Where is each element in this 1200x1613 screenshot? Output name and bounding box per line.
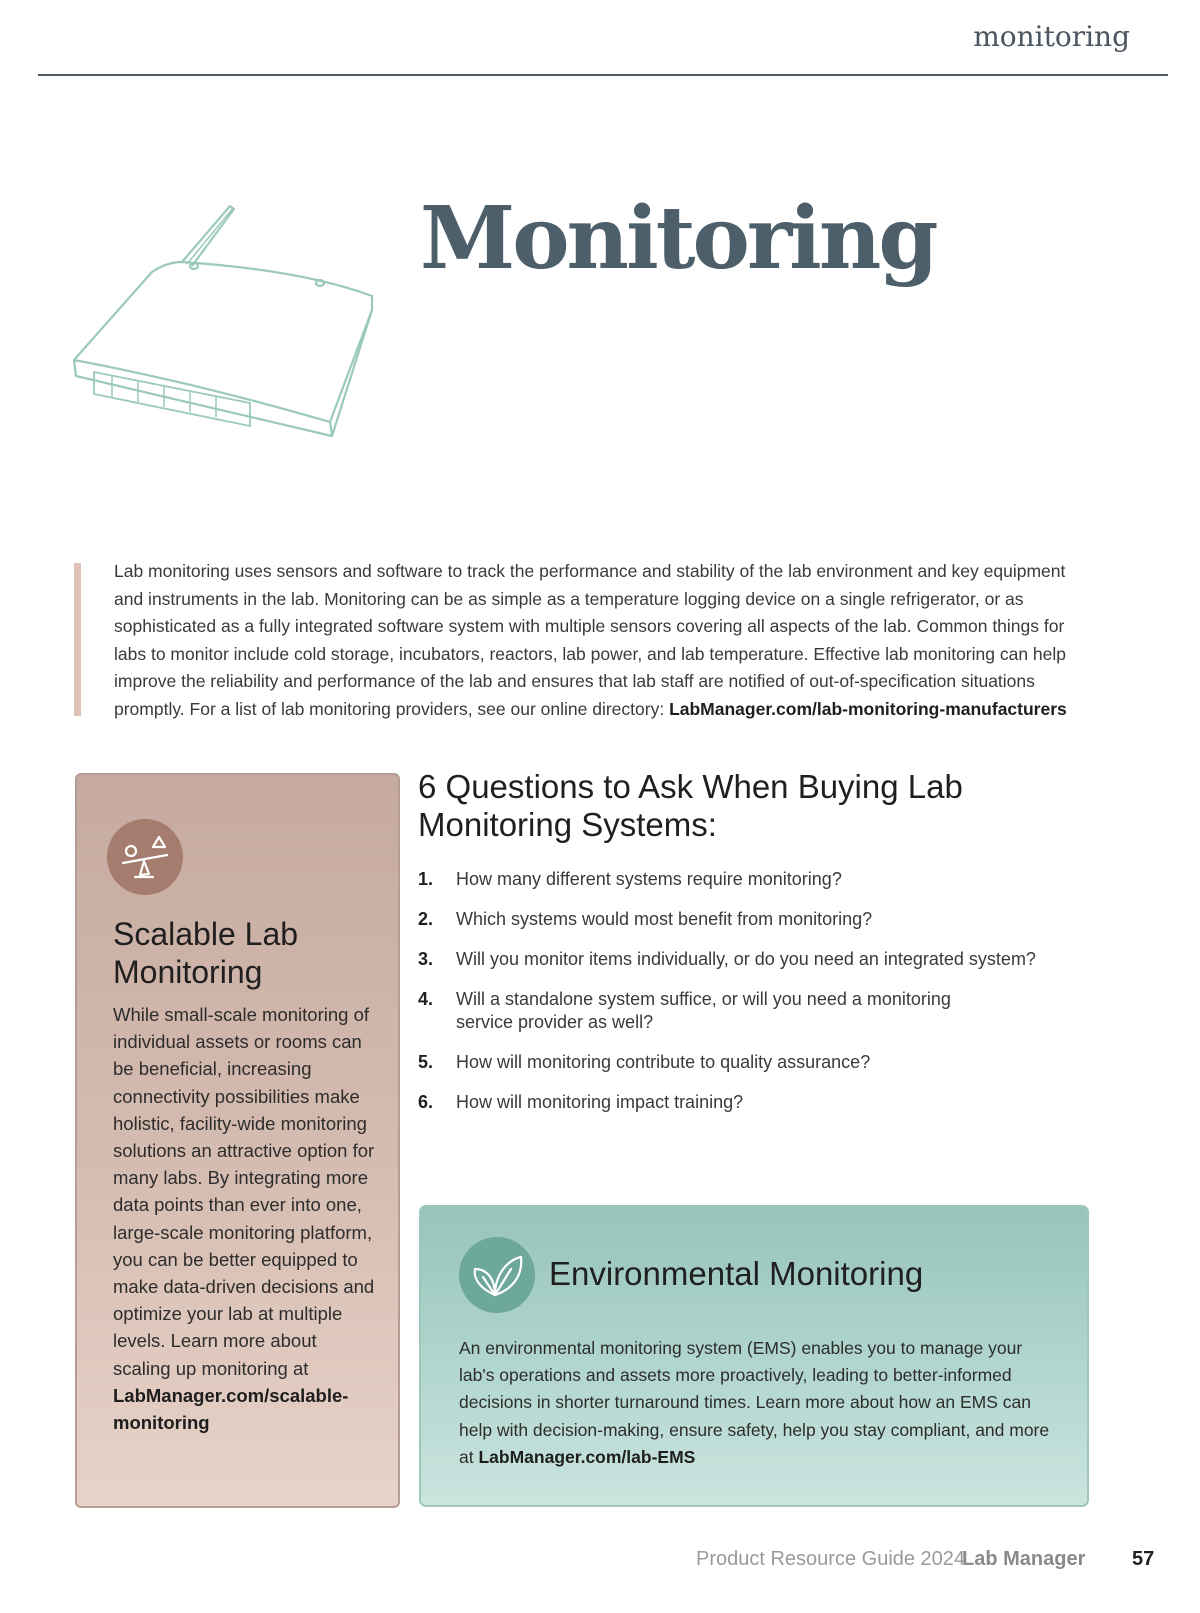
question-number: 1. <box>418 869 434 889</box>
question-item <box>418 1051 1098 1074</box>
page-title: Monitoring <box>420 188 936 289</box>
questions-list <box>418 868 1098 1114</box>
question-item <box>418 908 1098 931</box>
environmental-paragraph <box>459 1335 1059 1471</box>
environmental-title: Environmental Monitoring <box>549 1255 924 1292</box>
question-text: Will you monitor items individually, or do you need an integrated system? <box>456 949 1036 969</box>
question-item <box>418 868 1098 891</box>
leaf-icon <box>459 1237 535 1313</box>
question-text: Will a standalone system suffice, or will you need a monitoring service provider as well? <box>456 989 951 1032</box>
question-number: 3. <box>418 949 434 969</box>
header-rule <box>38 74 1168 76</box>
scalable-text: While small-scale monitoring of individual assets or rooms can be beneficial, increasing connectivity possibilities make holistic, facility-wide monitoring solutions an attractive option for many labs. By integrating more data points than ever into one, large-scale monitoring platform, you can be better equipped to make data-driven decisions and optimize your lab at multiple levels. Learn more about scaling up monitoring at <box>113 1004 375 1379</box>
environmental-card <box>419 1205 1089 1507</box>
scalable-card <box>75 773 400 1508</box>
intro-paragraph <box>114 558 1094 723</box>
footer-brand: Lab Manager <box>962 1548 1086 1570</box>
question-text: How will monitoring impact training? <box>456 1092 744 1112</box>
question-number: 6. <box>418 1092 434 1112</box>
intro-text: Lab monitoring uses sensors and software to track the performance and stability of the lab environment and key equipment and instruments in the lab. Monitoring can be as simple as a temperature logging device on a single refrigerator, or as sophisticated as a fully integrated software system with multiple sensors covering all aspects of the lab. Common things for labs to monitor include cold storage, incubators, reactors, lab power, and lab temperature. Effective lab monitoring can help improve the reliability and performance of the lab and ensures that lab staff are notified of out-of-specification situations promptly. For a list of lab monitoring providers, see our online directory: <box>114 561 1067 719</box>
questions-heading: 6 Questions to Ask When Buying Lab Monitoring Systems: <box>418 768 963 843</box>
question-text: How many different systems require monitoring? <box>456 869 842 889</box>
monitoring-device-icon <box>72 200 402 460</box>
question-number: 4. <box>418 989 434 1009</box>
intro-accent-bar <box>74 563 81 716</box>
scalable-link[interactable]: LabManager.com/scalable-monitoring <box>113 1384 349 1434</box>
environmental-text: An environmental monitoring system (EMS) enables you to manage your lab's operations and assets more proactively, leading to better-informed decisions in shorter turnaround times. Learn more about how an EMS can help with decision-making, ensure safety, help you stay compliant, and more at <box>459 1338 1050 1467</box>
question-number: 2. <box>418 909 434 929</box>
balance-scale-icon <box>107 819 183 895</box>
question-text: Which systems would most benefit from monitoring? <box>456 909 873 929</box>
question-number: 5. <box>418 1052 434 1072</box>
section-tag: monitoring <box>973 20 1130 53</box>
scalable-title: Scalable Lab Monitoring <box>113 916 299 990</box>
intro-directory-link[interactable]: LabManager.com/lab-monitoring-manufacturers <box>669 698 1067 719</box>
footer-guide: Product Resource Guide 2024 <box>696 1548 966 1570</box>
scalable-paragraph <box>113 1001 378 1436</box>
question-item <box>418 988 1098 1034</box>
question-text: How will monitoring contribute to quality assurance? <box>456 1052 871 1072</box>
question-item <box>418 1091 1098 1114</box>
question-item <box>418 948 1098 971</box>
environmental-link[interactable]: LabManager.com/lab-EMS <box>478 1446 696 1467</box>
page-number: 57 <box>1132 1548 1155 1570</box>
